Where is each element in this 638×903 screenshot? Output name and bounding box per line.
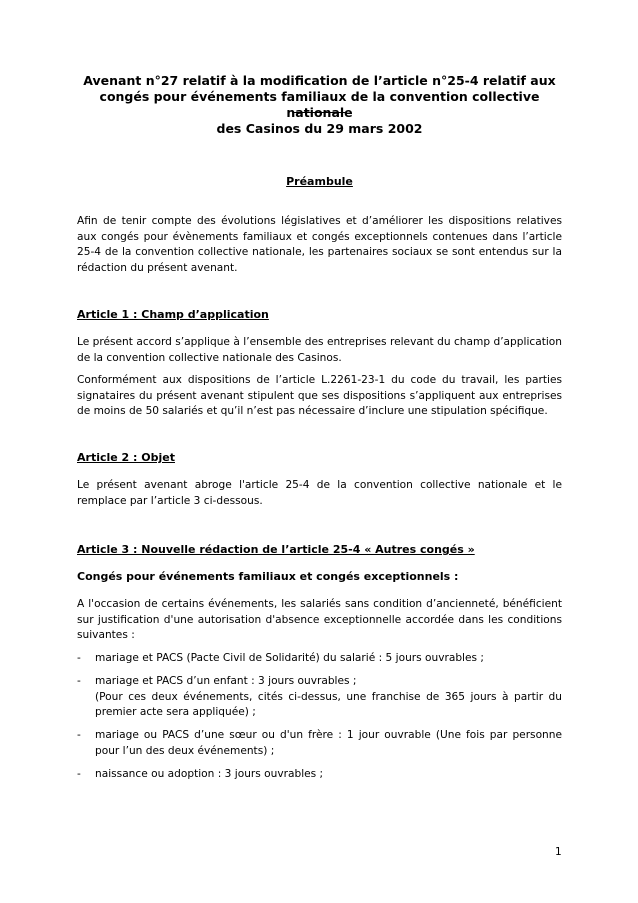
list-item [77, 728, 562, 759]
list-dash: - [77, 729, 81, 741]
title-line-2: congés pour événements familiaux de la convention collective nationale [99, 89, 540, 120]
preamble-heading: Préambule [286, 175, 353, 188]
list-item-text: naissance ou adoption : 3 jours ouvrables ; [95, 768, 324, 780]
preamble-text: Afin de tenir compte des évolutions législatives et d’améliorer les dispositions relatives aux congés pour évènements familiaux et congés exceptionnels contenues dans l’article 25-4 de la convention collective nationale, les partenaires sociaux se sont entendus sur la rédaction du présent avenant. [77, 215, 562, 274]
article-3-subheading: Congés pour événements familiaux et congés exceptionnels : [77, 570, 459, 583]
list-item-text: mariage et PACS (Pacte Civil de Solidarité) du salarié : 5 jours ouvrables ; [95, 652, 484, 664]
list-dash: - [77, 768, 81, 780]
list-item [77, 767, 562, 783]
list-item-note: (Pour ces deux événements, cités ci-dessus, une franchise de 365 jours à partir du premier acte sera appliquée) ; [95, 690, 562, 718]
article-1-paragraph-1: Le présent accord s’applique à l’ensemble des entreprises relevant du champ d’application de la convention collective nationale des Casinos. [77, 336, 562, 364]
article-1-paragraph-2: Conformément aux dispositions de l’article L.2261-23-1 du code du travail, les parties signataires du présent avenant stipulent que ses dispositions s’appliquent aux entreprises de moins de 50 salariés et qu’il n’est pas nécessaire d’inclure une stipulation spécifique. [77, 374, 562, 417]
document-title [77, 73, 562, 137]
list-item [77, 674, 562, 721]
list-item-text: mariage ou PACS d’une sœur ou d'un frère : 1 jour ouvrable (Une fois par personne pour l’un des deux événements) ; [95, 729, 562, 757]
title-separator-rule [294, 112, 345, 113]
list-item-text: mariage et PACS d’un enfant : 3 jours ouvrables ; [95, 675, 357, 687]
article-1-heading: Article 1 : Champ d’application [77, 308, 269, 321]
list-dash: - [77, 675, 81, 687]
list-dash: - [77, 652, 81, 664]
article-2-heading: Article 2 : Objet [77, 451, 175, 464]
page-number: 1 [555, 846, 562, 858]
article-3-heading: Article 3 : Nouvelle rédaction de l’article 25-4 « Autres congés » [77, 543, 475, 556]
article-2-paragraph-1: Le présent avenant abroge l'article 25-4 de la convention collective nationale et le remplace par l’article 3 ci-dessous. [77, 479, 562, 507]
list-item [77, 651, 562, 667]
title-line-3: des Casinos du 29 mars 2002 [216, 121, 423, 136]
title-line-1: Avenant n°27 relatif à la modification de l’article n°25-4 relatif aux [83, 73, 556, 88]
article-3-intro: A l'occasion de certains événements, les salariés sans condition d’ancienneté, bénéficient sur justification d'une autorisation d'absence exceptionnelle accordée dans les conditions suivantes : [77, 598, 562, 641]
